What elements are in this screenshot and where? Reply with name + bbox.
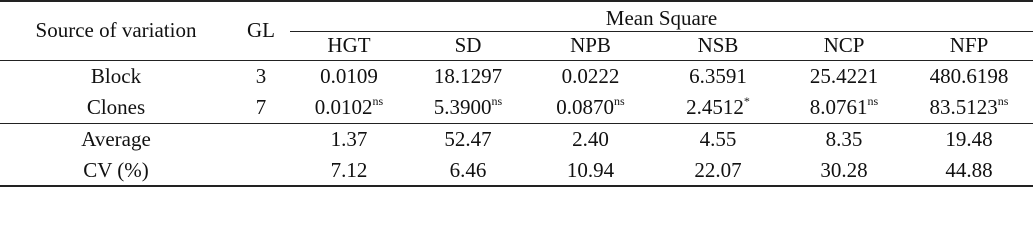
- header-mean-square: Mean Square: [290, 1, 1033, 31]
- table-row-cv: [0, 155, 1033, 186]
- column-header-nsb: NSB: [697, 33, 739, 57]
- cell-hgt: 1.37: [330, 126, 368, 151]
- cell-value: 83.5123: [929, 94, 998, 119]
- table-row-clones: [0, 92, 1033, 123]
- cell-ncp: [783, 60, 905, 92]
- cell-sd: [408, 92, 528, 123]
- cell-value: 0.0222: [561, 63, 620, 88]
- cell-value: 0.0102: [314, 94, 373, 119]
- cell-value: 18.1297: [433, 63, 503, 88]
- cell-value: 0.0870: [556, 94, 615, 119]
- row-gl: 7: [255, 94, 267, 119]
- cell-ncp: [783, 92, 905, 123]
- cell-sd: 6.46: [449, 157, 487, 182]
- cell-nsb: 22.07: [694, 157, 742, 182]
- significance-mark: ns: [997, 93, 1009, 108]
- header-row-1: [0, 1, 1033, 31]
- header-gl: GL: [247, 18, 275, 43]
- cell-value: 480.6198: [929, 63, 1009, 88]
- row-gl: [232, 123, 290, 155]
- cell-nsb: [653, 60, 783, 92]
- cell-value: 6.3591: [689, 63, 747, 88]
- cell-value: 2.4512: [686, 94, 744, 119]
- cell-nfp: 19.48: [945, 126, 993, 151]
- significance-mark: ns: [867, 93, 879, 108]
- cell-hgt: 7.12: [330, 157, 368, 182]
- cell-value: 5.3900: [433, 94, 492, 119]
- row-label: Average: [81, 126, 151, 151]
- column-header-sd: SD: [454, 33, 482, 57]
- table-row-block: [0, 60, 1033, 92]
- row-gl: 3: [255, 63, 267, 88]
- cell-ncp: 8.35: [825, 126, 863, 151]
- significance-mark: ns: [491, 93, 503, 108]
- cell-value: 0.0109: [320, 63, 378, 88]
- cell-nfp: [905, 92, 1033, 123]
- row-gl: [232, 155, 290, 186]
- cell-nsb: [653, 92, 783, 123]
- cell-value: 25.4221: [809, 63, 879, 88]
- column-header-ncp: NCP: [823, 33, 865, 57]
- row-label: CV (%): [83, 157, 149, 182]
- cell-hgt: [290, 60, 408, 92]
- cell-npb: 2.40: [572, 126, 609, 151]
- column-header-npb: NPB: [570, 33, 611, 57]
- cell-value: 8.0761: [809, 94, 868, 119]
- significance-mark: ns: [372, 93, 384, 108]
- table-row-average: [0, 123, 1033, 155]
- cell-ncp: 30.28: [820, 157, 868, 182]
- cell-sd: [408, 60, 528, 92]
- cell-npb: [528, 92, 653, 123]
- cell-nsb: 4.55: [699, 126, 737, 151]
- significance-mark: *: [743, 93, 750, 108]
- header-source-of-variation: Source of variation: [35, 18, 197, 43]
- cell-nfp: [905, 60, 1033, 92]
- row-label: Block: [90, 63, 142, 88]
- column-header-hgt: HGT: [327, 33, 371, 57]
- cell-sd: 52.47: [444, 126, 492, 151]
- cell-hgt: [290, 92, 408, 123]
- column-header-nfp: NFP: [949, 33, 989, 57]
- cell-npb: [528, 60, 653, 92]
- cell-npb: 10.94: [566, 157, 615, 182]
- significance-mark: ns: [614, 93, 625, 108]
- cell-nfp: 44.88: [945, 157, 993, 182]
- row-label: Clones: [86, 94, 146, 119]
